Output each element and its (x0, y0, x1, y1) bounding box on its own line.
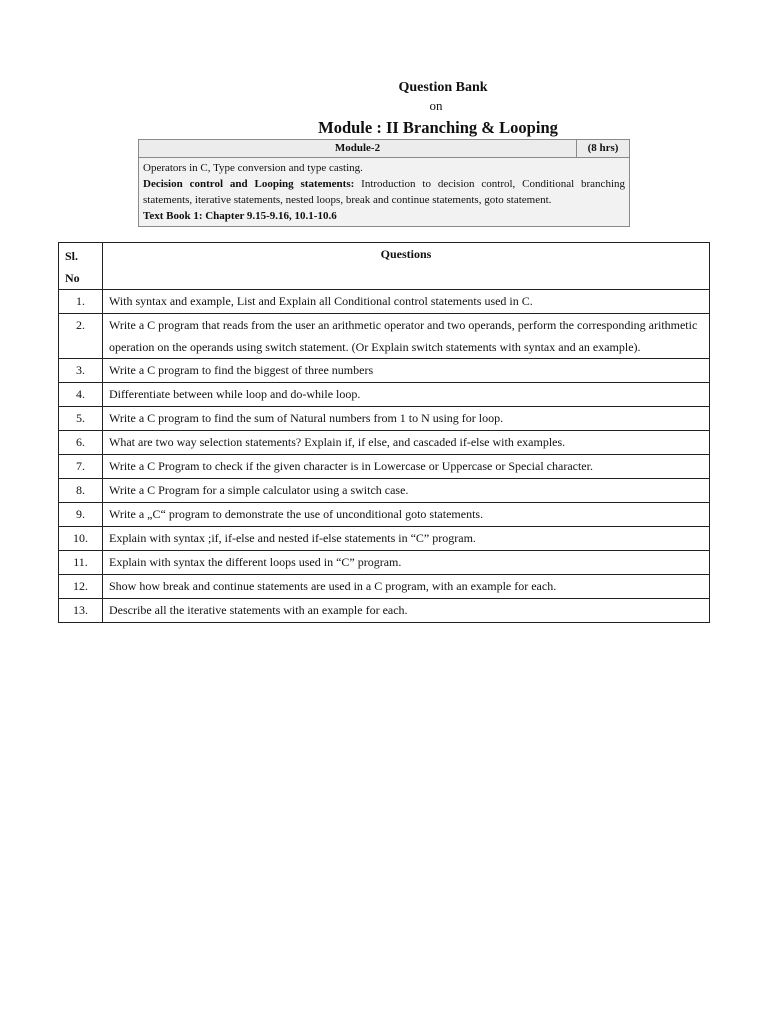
syllabus-header (139, 140, 629, 158)
syllabus-hours-label: (8 hrs) (587, 142, 619, 154)
table-row (59, 383, 710, 407)
page-title: Question Bank (398, 80, 488, 95)
table-row (59, 575, 710, 599)
question-text: Write a C program that reads from the user an arithmetic operator and two operands, perform the corresponding arithmetic operation on the operands using switch statement. (Or Explain switch statements with syntax and an example). (103, 314, 710, 359)
question-number: 4. (59, 383, 103, 407)
question-text: Differentiate between while loop and do-while loop. (103, 383, 710, 407)
syllabus-textbook: Text Book 1: Chapter 9.15-9.16, 10.1-10.6 (143, 210, 337, 222)
question-text: Write a C Program for a simple calculator using a switch case. (103, 479, 710, 503)
question-text: Write a C Program to check if the given character is in Lowercase or Uppercase or Special character. (103, 455, 710, 479)
question-text: Write a C program to find the biggest of three numbers (103, 359, 710, 383)
table-row (59, 503, 710, 527)
question-number: 12. (59, 575, 103, 599)
column-header-sl-no (59, 243, 103, 290)
syllabus-box (138, 139, 630, 227)
question-number: 13. (59, 599, 103, 623)
question-text: What are two way selection statements? Explain if, if else, and cascaded if-else with examples. (103, 431, 710, 455)
question-number: 9. (59, 503, 103, 527)
questions-table-body (59, 290, 710, 623)
syllabus-body (139, 158, 629, 226)
question-number: 8. (59, 479, 103, 503)
column-header-no: No (65, 271, 80, 285)
page-subtitle: on (429, 98, 443, 113)
question-number: 3. (59, 359, 103, 383)
column-header-questions: Questions (103, 243, 710, 290)
question-text: Write a „C“ program to demonstrate the use of unconditional goto statements. (103, 503, 710, 527)
table-header-row (59, 243, 710, 290)
questions-table (58, 242, 710, 623)
question-number: 5. (59, 407, 103, 431)
syllabus-line-operators: Operators in C, Type conversion and type casting. (143, 162, 363, 174)
question-text: Write a C program to find the sum of Natural numbers from 1 to N using for loop. (103, 407, 710, 431)
table-row (59, 599, 710, 623)
column-header-sl: Sl. (65, 249, 79, 263)
table-row (59, 479, 710, 503)
question-number: 10. (59, 527, 103, 551)
syllabus-decision-text: Introduction to decision control, Conditional branching statements, iterative statements, nested loops, break and continue statements, goto statement. (143, 178, 625, 206)
module-heading: Module : II Branching & Looping (318, 118, 558, 137)
table-row (59, 455, 710, 479)
syllabus-decision-label: Decision control and Looping statements: (143, 178, 355, 190)
question-text: Show how break and continue statements are used in a C program, with an example for each. (103, 575, 710, 599)
syllabus-module-label: Module-2 (139, 140, 577, 157)
question-text: With syntax and example, List and Explain all Conditional control statements used in C. (103, 290, 710, 314)
question-number: 11. (59, 551, 103, 575)
table-row (59, 359, 710, 383)
table-row (59, 551, 710, 575)
syllabus-line-decision (143, 176, 625, 208)
question-number: 6. (59, 431, 103, 455)
question-text: Explain with syntax ;if, if-else and nested if-else statements in “C” program. (103, 527, 710, 551)
question-text: Explain with syntax the different loops used in “C” program. (103, 551, 710, 575)
question-number: 7. (59, 455, 103, 479)
question-number: 2. (59, 314, 103, 359)
question-text: Describe all the iterative statements with an example for each. (103, 599, 710, 623)
table-row (59, 290, 710, 314)
table-row (59, 314, 710, 359)
question-number: 1. (59, 290, 103, 314)
table-row (59, 407, 710, 431)
table-row (59, 527, 710, 551)
table-row (59, 431, 710, 455)
